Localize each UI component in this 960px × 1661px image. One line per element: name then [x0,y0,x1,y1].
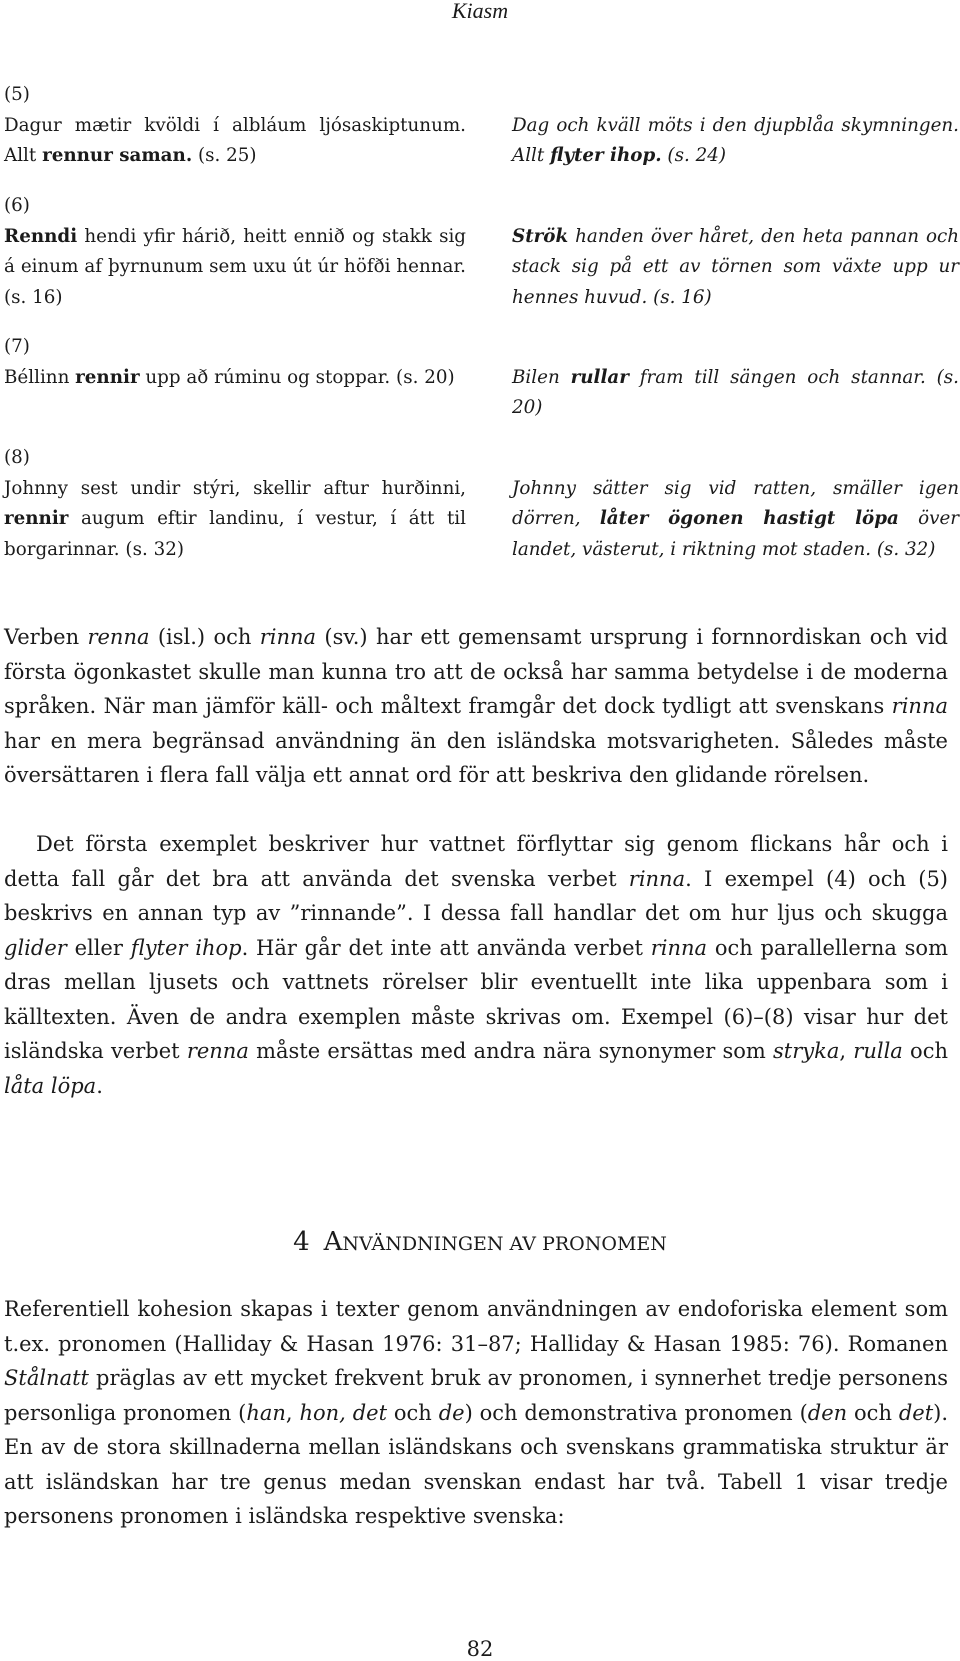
text-run: rullar [570,366,629,388]
example-translation [512,80,959,172]
example-translation [512,191,959,313]
example-translation-text: Dag och kväll möts i den djupblåa skymningen. Allt flyter ihop. (s. 24) [512,114,959,166]
section-title [324,1227,667,1257]
text-run: Stålnatt [4,1366,89,1390]
section-heading [0,1226,960,1260]
text-run: han [246,1400,286,1425]
example-source [4,332,466,393]
example-source [4,443,466,565]
body-paragraph: Verben renna (isl.) och rinna (sv.) har ett gemensamt ursprung i fornnordiskan och vid första ögonkastet skulle man kunna tro att de också har samma betydelse i de moderna språken. När man jämför käll- och måltext framgår det dock tydligt att svenskans rinna har en mera begränsad användning än den isländska motsvarigheten. Således måste översättaren i flera fall välja ett annat ord för att beskriva den glidande rörelsen. [4,625,949,787]
section-number: 4 [293,1227,310,1257]
text-run: hon, det [299,1400,388,1425]
page-number: 82 [466,1637,494,1661]
example-number: (5) [4,84,30,105]
text-run: rinna [259,625,317,649]
example-translation [512,332,959,424]
example-number: (6) [4,195,30,216]
running-header: Kiasm [451,0,509,23]
example-number: (7) [4,336,30,357]
text-run: låter ögonen hastigt löpa [599,508,899,529]
example-translation-text: Strök handen över håret, den heta pannan och stack sig på ett av törnen som växte upp ur hennes huvud. (s. 16) [512,225,959,308]
text-run: renna [186,1039,249,1063]
text-run: glider [4,935,67,960]
example-source-text: Dagur mætir kvöldi í albláum ljósaskiptunum. Allt rennur saman. (s. 25) [4,114,466,166]
text-run: de [438,1400,465,1425]
text-run: rinna [891,694,948,718]
text-run: renna [87,625,150,649]
text-run: rinna [650,935,708,960]
example-translation-text: Bilen rullar fram till sängen och stannar. (s. 20) [512,366,959,418]
text-run: rennir [75,366,140,388]
example-translation-text: Johnny sätter sig vid ratten, smäller igen dörren, låter ögonen hastigt löpa över landet, västerut, i riktning mot staden. (s. 32) [512,477,959,560]
heading-letters: A [323,1227,343,1257]
example-source [4,191,466,313]
text-run: Renndi [4,225,78,247]
text-run: rennir [4,508,69,529]
text-run: det [898,1400,934,1425]
text-run: rinna [628,866,686,891]
example-source-text: Johnny sest undir stýri, skellir aftur hurðinni, rennir augum eftir landinu, í vestur, í átt til borgarinnar. (s. 32) [4,477,466,560]
example-translation [512,443,959,565]
text-run: låta löpa [4,1073,97,1098]
example-source [4,80,466,172]
example-source-text: Béllinn rennir upp að rúminu og stoppar. (s. 20) [4,366,455,388]
heading-letters: PRONOMEN [542,1233,667,1255]
text-run: den [807,1400,848,1425]
example-number: (8) [4,447,30,468]
heading-letters: AV [509,1233,543,1255]
example-source-text: Renndi hendi yfir hárið, heitt ennið og stakk sig á einum af þyrnunum sem uxu út úr höfði hennar. (s. 16) [4,225,466,308]
text-run: flyter ihop. [550,145,662,166]
text-run: rennur saman. [42,145,193,166]
section-paragraph: Referentiell kohesion skapas i texter genom användningen av endoforiska element som t.ex. pronomen (Halliday & Hasan 1976: 31–87; Halliday & Hasan 1985: 76). Romanen Stålnatt präglas av ett mycket frekvent bruk av pronomen, i synnerhet tredje personens personliga pronomen (han, hon, det och de) och demonstrativa pronomen (den och det). En av de stora skillnaderna mellan isländskans och svenskans grammatiska struktur är att isländskan har tre genus medan svenskan endast har två. Tabell 1 visar tredje personens pronomen i isländska respektive svenska: [4,1297,949,1528]
body-paragraph: Det första exemplet beskriver hur vattnet förflyttar sig genom flickans hår och i detta fall går det bra att använda det svenska verbet rinna. I exempel (4) och (5) beskrivs en annan typ av ”rinnande”. I dessa fall handlar det om hur ljus och skugga glider eller flyter ihop. Här går det inte att använda verbet rinna och parallellerna som dras mellan ljusets och vattnets rörelser blir eventuellt inte lika uppenbara som i källtexten. Även de andra exemplen måste skrivas om. Exempel (6)–(8) visar hur det isländska verbet renna måste ersättas med andra nära synonymer som stryka, rulla och låta löpa. [4,832,948,1098]
text-run: rulla [853,1039,903,1063]
text-run: Strök [512,225,569,247]
heading-letters: NVÄNDNINGEN [342,1233,510,1255]
text-run: flyter ihop [130,935,242,960]
text-run: stryka [773,1039,840,1063]
